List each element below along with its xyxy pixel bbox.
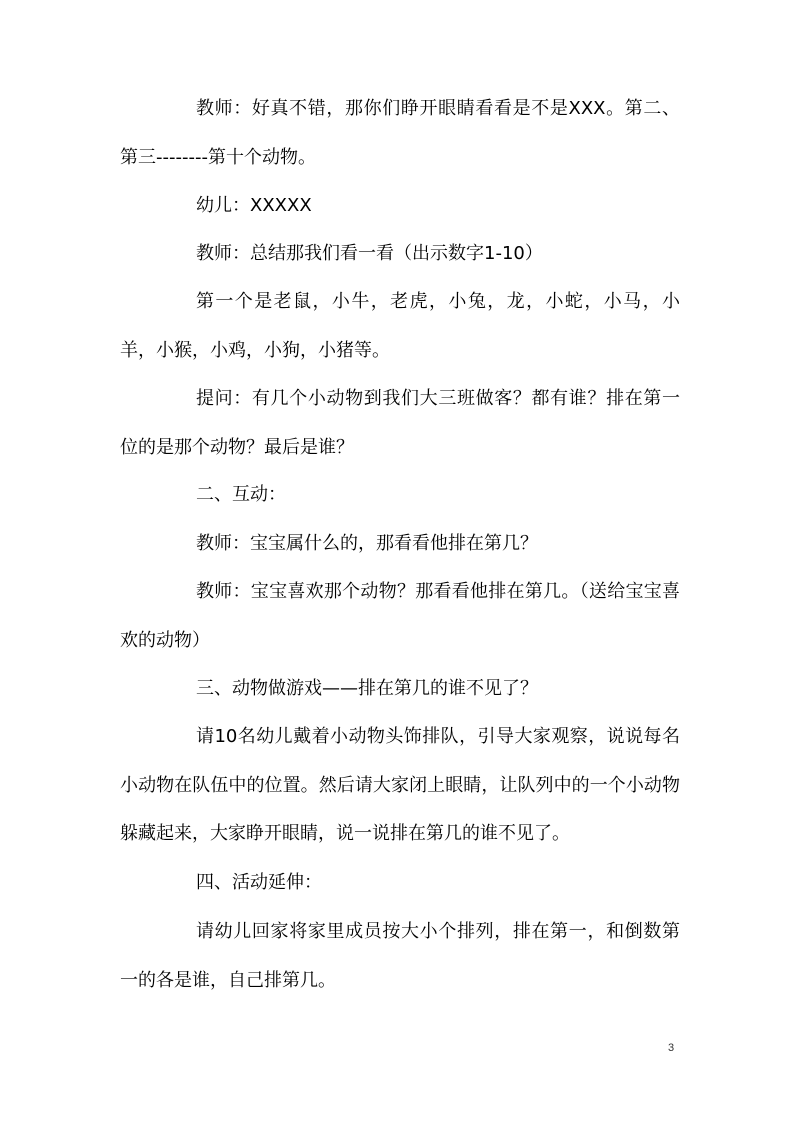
section-heading-game: 三、动物做游戏——排在第几的谁不见了？: [196, 678, 538, 699]
section-heading-extension: 四、活动延伸：: [196, 872, 322, 893]
paragraph-child-answer: 幼儿：XXXXX: [196, 195, 312, 216]
page-number: 3: [668, 1042, 675, 1054]
paragraph-game-instructions: 请10名幼儿戴着小动物头饰排队，引导大家观察，说说每名小动物在队伍中的位置。然后请大家闭上眼睛，让队列中的一个小动物躲藏起来，大家睁开眼睛，说一说排在第几的谁不见了。: [120, 726, 680, 844]
paragraph-teacher-summary: 教师：总结那我们看一看（出示数字1-10）: [196, 243, 543, 264]
paragraph-question: 提问：有几个小动物到我们大三班做客？都有谁？排在第一位的是那个动物？最后是谁？: [120, 388, 680, 458]
paragraph-extension: 请幼儿回家将家里成员按大小个排列，排在第一，和倒数第一的各是谁，自己排第几。: [120, 921, 680, 991]
paragraph-teacher-open-eyes: 教师：好真不错，那你们睁开眼睛看看是不是XXX。第二、第三--------第十个动物。: [120, 98, 680, 168]
section-heading-interaction: 二、互动：: [196, 484, 286, 505]
paragraph-teacher-favorite: 教师：宝宝喜欢那个动物？那看看他排在第几。（送给宝宝喜欢的动物）: [120, 581, 680, 651]
paragraph-teacher-zodiac: 教师：宝宝属什么的，那看看他排在第几？: [196, 533, 538, 554]
paragraph-animal-list: 第一个是老鼠，小牛，老虎，小兔，龙，小蛇，小马，小羊，小猴，小鸡，小狗，小猪等。: [120, 291, 680, 361]
